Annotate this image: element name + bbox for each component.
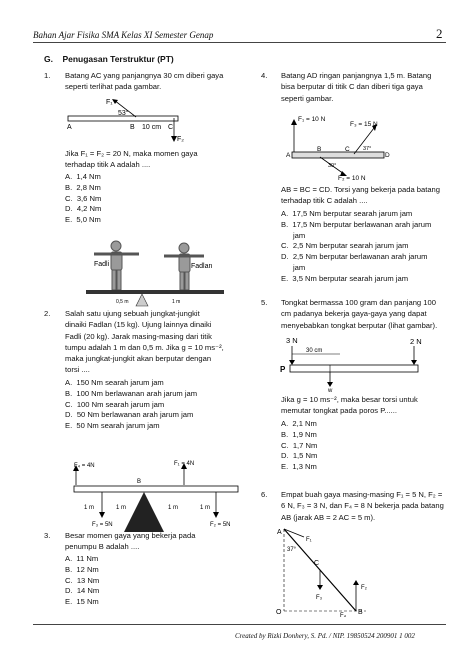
options-q2: [65, 378, 197, 432]
arrowhead: [289, 360, 295, 365]
label-1m: 1 m: [200, 505, 211, 511]
question-text: memutar tongkat pada poros P......: [281, 406, 397, 416]
option-c[interactable]: C. 1,7 Nm: [281, 440, 318, 450]
header-rule: [33, 42, 446, 43]
label-f2: F₂: [177, 136, 184, 143]
question-number: 3.: [44, 531, 51, 540]
question-text: dinaiki Fadlan (15 kg). Ujung lainnya dinaiki: [65, 320, 212, 330]
arrowhead: [112, 99, 118, 104]
stick-figure-5: [280, 334, 430, 392]
section-heading: [44, 54, 174, 64]
options-q5: [281, 419, 317, 473]
label-f2: F₂: [361, 585, 367, 591]
label-3n: 3 N: [286, 336, 298, 345]
question-number: 4.: [261, 71, 268, 80]
option-c[interactable]: C. 100 Nm searah jarum jam: [65, 399, 165, 409]
label-fadli: Fadli: [94, 261, 110, 268]
question-number: 1.: [44, 71, 51, 80]
question-text: penumpu B adalah ....: [65, 542, 140, 552]
option-a[interactable]: A. 17,5 Nm berputar searah jarum jam: [281, 209, 413, 218]
option-b-cont: jam: [293, 230, 306, 240]
question-5-text: [281, 394, 451, 417]
rod-figure-6: [276, 525, 386, 617]
arrowhead: [353, 580, 359, 585]
label-b: B: [358, 609, 363, 616]
option-a[interactable]: A. 2,1 Nm: [281, 419, 317, 428]
label-a: A: [277, 529, 282, 536]
label-d1: 0,5 m: [116, 299, 129, 305]
option-e[interactable]: E. 1,3 Nm: [281, 462, 317, 472]
label-angle: 53°: [118, 110, 129, 117]
option-b[interactable]: B. 100 Nm berlawanan arah jarum jam: [65, 388, 198, 398]
question-text: Fadli (20 kg). Jarak masing-masing dari titik: [65, 331, 212, 341]
question-text: torsi ....: [65, 365, 90, 375]
question-text: cm padanya bekerja gaya-gaya yang dapat: [281, 309, 427, 319]
label-f2: F₂ = 5N: [210, 522, 231, 528]
label-c: C: [345, 146, 350, 153]
label-1m: 1 m: [168, 505, 179, 511]
pivot: [124, 492, 164, 532]
option-d-cont: jam: [293, 262, 306, 272]
question-text: Batang AD ringan panjangnya 1,5 m. Batang: [281, 71, 432, 80]
arrowhead: [291, 119, 297, 125]
rod-figure-4: [286, 110, 396, 182]
option-b[interactable]: B. 1,9 Nm: [281, 429, 317, 439]
plank: [86, 290, 224, 294]
question-text: maka jungkat-jungkit akan berputar dengan: [65, 354, 212, 364]
question-text: Jika g = 10 ms⁻², maka besar torsi untuk: [281, 395, 418, 404]
option-e[interactable]: E. 50 Nm searah jarum jam: [65, 421, 160, 431]
stick: [290, 365, 418, 372]
question-5: [261, 297, 451, 331]
label-1m: 1 m: [116, 505, 127, 511]
option-a[interactable]: A. 150 Nm searah jarum jam: [65, 378, 164, 387]
question-text: Salah satu ujung sebuah jungkat-jungkit: [65, 309, 200, 318]
question-text: Jika F₁ = F₂ = 20 N, maka momen gaya: [65, 149, 198, 158]
header-title: Bahan Ajar Fisika SMA Kelas XI Semester Genap: [33, 30, 214, 40]
option-e[interactable]: E. 5,0 Nm: [65, 215, 101, 225]
label-f1: F₁ = 4N: [174, 461, 195, 467]
question-text: Besar momen gaya yang bekerja pada: [65, 531, 196, 540]
option-a[interactable]: A. 11 Nm: [65, 554, 99, 563]
question-number: 5.: [261, 298, 268, 307]
beam: [74, 486, 238, 492]
option-a[interactable]: A. 1,4 Nm: [65, 172, 101, 181]
question-text: 6 N, F₃ = 3 N, dan F₄ = 8 N bekerja pada batang: [281, 501, 444, 511]
option-e[interactable]: E. 3,5 Nm berputar searah jarum jam: [281, 273, 409, 283]
section-title: Penugasan Terstruktur (PT): [62, 54, 174, 64]
label-c: C: [314, 560, 320, 567]
question-2: [44, 308, 244, 376]
label-1m: 1 m: [84, 505, 95, 511]
question-6: [261, 489, 455, 523]
label-b: B: [137, 479, 142, 485]
question-text: Empat buah gaya masing-masing F₁ = 5 N, F₂ =: [281, 490, 443, 499]
label-f3: F₃ = 5N: [92, 522, 113, 528]
options-q4: [281, 209, 431, 285]
label-f4: F₄ = 4N: [74, 463, 95, 469]
label-o: O: [276, 609, 282, 616]
label-a: A: [67, 124, 72, 131]
option-d[interactable]: D. 1,5 Nm: [281, 451, 318, 461]
label-f1: F₁: [306, 537, 312, 543]
question-3: [44, 530, 244, 553]
option-c[interactable]: C. 2,5 Nm berputar searah jarum jam: [281, 241, 409, 251]
option-d[interactable]: D. 14 Nm: [65, 586, 100, 596]
label-2n: 2 N: [410, 337, 422, 346]
question-text: seperti gambar.: [281, 93, 334, 103]
option-d[interactable]: D. 50 Nm berlawanan arah jarum jam: [65, 410, 194, 420]
question-text: AB (jarak AB = 2 AC = 5 m).: [281, 512, 376, 522]
question-text: Batang AC yang panjangnya 30 cm diberi gaya: [65, 71, 224, 80]
question-text: terhadap titik C adalah ....: [281, 196, 368, 206]
arrowhead: [327, 382, 333, 387]
label-f2: F₂ = 10 N: [338, 175, 366, 182]
option-b[interactable]: B. 12 Nm: [65, 564, 99, 574]
option-b[interactable]: B. 17,5 Nm berputar berlawanan arah jarum: [281, 219, 432, 229]
question-number: 6.: [261, 490, 268, 499]
option-d[interactable]: D. 4,2 Nm: [65, 204, 102, 214]
label-f3: F₃ = 15 N: [350, 121, 378, 128]
arrowhead: [213, 512, 219, 518]
question-text: terhadap titik A adalah ....: [65, 160, 151, 170]
option-c[interactable]: C. 3,6 Nm: [65, 193, 102, 203]
label-a: A: [286, 152, 291, 159]
question-text: menyebabkan tongkat berputar (lihat gambar).: [281, 320, 438, 330]
label-fadlan: Fadlan: [191, 263, 213, 270]
label-d: D: [385, 152, 390, 159]
option-d[interactable]: D. 2,5 Nm berputar berlawanan arah jarum: [281, 252, 428, 262]
arrowhead: [411, 360, 417, 365]
section-label: G.: [44, 54, 53, 64]
label-w: w: [328, 388, 333, 392]
question-4: [261, 70, 451, 104]
label-d2: 1 m: [172, 299, 181, 305]
footer-credit: Created by Rizki Donhery, S. Pd. / NIP. 19850524 200901 1 002: [235, 632, 415, 640]
label-f1: F₁: [106, 99, 113, 106]
option-c[interactable]: C. 13 Nm: [65, 575, 100, 585]
page-number: 2: [436, 26, 443, 41]
rod: [292, 152, 384, 158]
beam-figure-3: [64, 456, 244, 532]
label-dist: 10 cm: [142, 124, 162, 131]
question-1-text: [65, 148, 245, 171]
option-e[interactable]: E. 15 Nm: [65, 597, 99, 607]
question-text: bisa berputar di titik C dan diberi tiga gaya: [281, 82, 423, 92]
label-f4: F₄: [340, 613, 347, 617]
label-p: P: [280, 365, 286, 374]
label-angle-37: 37°: [363, 146, 372, 152]
question-1: [44, 70, 244, 93]
question-number: 2.: [44, 309, 51, 318]
label-c: C: [168, 124, 174, 131]
label-f1: F₁ = 10 N: [298, 116, 326, 123]
label-b: B: [317, 146, 322, 153]
question-text: Tongkat bermassa 100 gram dan panjang 100: [281, 298, 436, 307]
label-b: B: [130, 124, 135, 131]
question-text: AB = BC = CD. Torsi yang bekerja pada batang: [281, 185, 441, 194]
option-b[interactable]: B. 2,8 Nm: [65, 182, 101, 192]
seesaw-figure: [64, 236, 230, 308]
label-30cm: 30 cm: [306, 348, 323, 354]
label-angle: 37°: [287, 547, 297, 553]
question-4-text: [281, 184, 451, 207]
question-text: seperti terlihat pada gambar.: [65, 82, 162, 92]
footer-rule: [33, 624, 446, 625]
question-text: tumpu adalah 1 m dan 0,5 m. Jika g = 10 ms⁻²,: [65, 342, 224, 352]
pivot: [136, 294, 148, 306]
arrowhead: [99, 512, 105, 518]
options-q3: [65, 554, 99, 608]
arrowhead: [317, 585, 323, 590]
label-f3: F₃: [316, 595, 323, 601]
lever-figure-1: [64, 96, 194, 144]
options-q1: [65, 172, 101, 226]
label-angle-30: 30°: [328, 163, 337, 169]
